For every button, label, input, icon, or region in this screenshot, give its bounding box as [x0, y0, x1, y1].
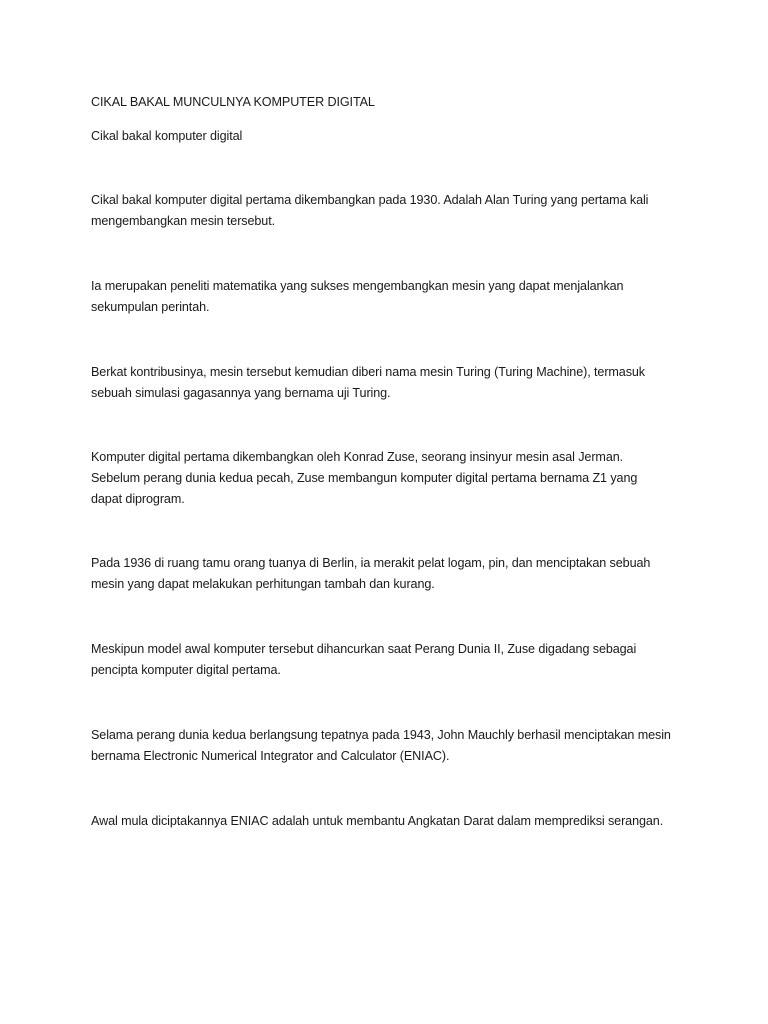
paragraph-line: Selama perang dunia kedua berlangsung tepatnya pada 1943, John Mauchly berhasil menciptakan mesin [91, 728, 671, 742]
paragraph-line: Ia merupakan peneliti matematika yang sukses mengembangkan mesin yang dapat menjalankan [91, 279, 624, 293]
paragraph-line: bernama Electronic Numerical Integrator and Calculator (ENIAC). [91, 749, 450, 763]
document-title: CIKAL BAKAL MUNCULNYA KOMPUTER DIGITAL [91, 95, 375, 109]
paragraph-line: mesin yang dapat melakukan perhitungan tambah dan kurang. [91, 577, 435, 591]
paragraph-line: Komputer digital pertama dikembangkan oleh Konrad Zuse, seorang insinyur mesin asal Jerman. [91, 450, 624, 464]
document-subtitle: Cikal bakal komputer digital [91, 129, 243, 143]
paragraph-line: mengembangkan mesin tersebut. [91, 214, 276, 228]
paragraph-line: Cikal bakal komputer digital pertama dikembangkan pada 1930. Adalah Alan Turing yang pertama kali [91, 193, 649, 207]
paragraph-line: sekumpulan perintah. [91, 300, 210, 314]
paragraph-line: sebuah simulasi gagasannya yang bernama uji Turing. [91, 386, 391, 400]
paragraph-line: Sebelum perang dunia kedua pecah, Zuse membangun komputer digital pertama bernama Z1 yang [91, 471, 638, 485]
paragraph-line: Meskipun model awal komputer tersebut dihancurkan saat Perang Dunia II, Zuse digadang sebagai [91, 642, 637, 656]
paragraph-line: pencipta komputer digital pertama. [91, 663, 281, 677]
paragraph-line: Pada 1936 di ruang tamu orang tuanya di Berlin, ia merakit pelat logam, pin, dan menciptakan sebuah [91, 556, 651, 570]
paragraph-line: Berkat kontribusinya, mesin tersebut kemudian diberi nama mesin Turing (Turing Machine), termasuk [91, 365, 645, 379]
paragraph-line: dapat diprogram. [91, 492, 185, 506]
paragraph-line: Awal mula diciptakannya ENIAC adalah untuk membantu Angkatan Darat dalam memprediksi serangan. [91, 814, 664, 828]
